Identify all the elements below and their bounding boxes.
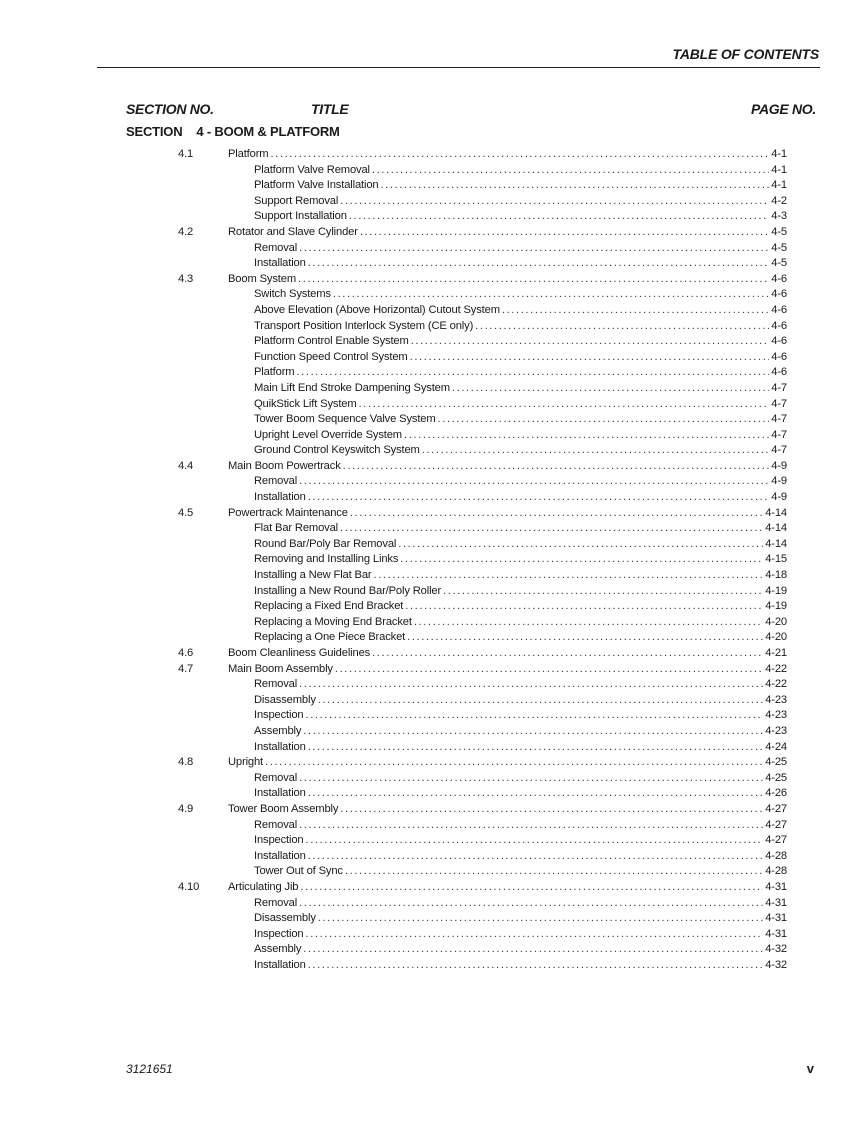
toc-subentry[interactable]	[0, 864, 866, 880]
toc-entry-title: Installation	[254, 257, 306, 270]
footer-doc-number: 3121651	[126, 1062, 173, 1076]
toc-entry-page: 4-7	[771, 444, 787, 457]
dot-leader	[349, 209, 769, 225]
header-rule	[97, 67, 820, 68]
toc-entry-line	[254, 334, 787, 350]
dot-leader	[299, 677, 763, 693]
toc-entry-line	[254, 443, 787, 459]
toc-entry-title: Flat Bar Removal	[254, 522, 339, 535]
toc-entry-line	[254, 896, 787, 912]
toc-entry-line	[254, 849, 787, 865]
toc-entry-page: 4-27	[765, 834, 787, 847]
toc-entry-page: 4-19	[765, 584, 787, 597]
dot-leader	[411, 334, 770, 350]
dot-leader	[350, 506, 763, 522]
toc-entry-title: Removal	[254, 475, 298, 488]
toc-entry[interactable]	[0, 272, 866, 288]
dot-leader	[299, 771, 763, 787]
toc-subentry[interactable]	[0, 896, 866, 912]
toc-subentry[interactable]	[0, 365, 866, 381]
toc-entry-page: 4-7	[771, 381, 787, 394]
toc-entry-line	[228, 880, 787, 896]
toc-entry-line	[228, 646, 787, 662]
toc-subentry[interactable]	[0, 334, 866, 350]
toc-entry-page: 4-6	[771, 366, 787, 379]
toc-entry-line	[254, 677, 787, 693]
toc-entry-page: 4-5	[771, 241, 787, 254]
toc-entry-title: Round Bar/Poly Bar Removal	[254, 537, 397, 550]
toc-entry-line	[254, 381, 787, 397]
toc-subentry[interactable]	[0, 163, 866, 179]
toc-entry-title: Boom Cleanliness Guidelines	[228, 647, 371, 659]
toc-entry-line	[254, 474, 787, 490]
toc-subentry[interactable]	[0, 911, 866, 927]
toc-subentry[interactable]	[0, 927, 866, 943]
dot-leader	[404, 428, 769, 444]
toc-subentry[interactable]	[0, 350, 866, 366]
toc-entry-title: Platform	[228, 148, 269, 160]
toc-subentry[interactable]	[0, 552, 866, 568]
toc-entry-number: 4.7	[178, 662, 194, 675]
dot-leader	[299, 818, 763, 834]
toc-entry-number: 4.3	[178, 272, 194, 285]
toc-entry-page: 4-2	[771, 194, 787, 207]
toc-subentry[interactable]	[0, 178, 866, 194]
toc-entry-title: Transport Position Interlock System (CE only)	[254, 319, 474, 332]
dot-leader	[452, 381, 769, 397]
toc-entry-title: Replacing a Moving End Bracket	[254, 615, 412, 628]
section-label: SECTION	[126, 124, 183, 139]
toc-entry-line	[228, 225, 787, 241]
section-heading	[126, 124, 340, 139]
toc-entry-page: 4-25	[765, 771, 787, 784]
dot-leader	[340, 521, 763, 537]
toc-entry-line	[254, 256, 787, 272]
toc-entry-number: 4.4	[178, 459, 194, 472]
toc-entry-line	[254, 490, 787, 506]
toc-entry-number: 4.6	[178, 647, 194, 659]
toc-entry-title: Installation	[254, 849, 306, 862]
toc-subentry[interactable]	[0, 740, 866, 756]
toc-subentry[interactable]	[0, 490, 866, 506]
toc-entry-page: 4-7	[771, 397, 787, 410]
dot-leader	[308, 740, 764, 756]
dot-leader	[306, 708, 764, 724]
toc-entry[interactable]	[0, 459, 866, 475]
toc-entry-title: Removal	[254, 818, 298, 831]
toc-entry-page: 4-14	[765, 522, 787, 535]
dot-leader	[422, 443, 770, 459]
toc-entry[interactable]	[0, 880, 866, 896]
toc-entry-page: 4-20	[765, 615, 787, 628]
toc-entry-line	[254, 178, 787, 194]
toc-entry-number: 4.1	[178, 148, 194, 160]
toc-subentry[interactable]	[0, 584, 866, 600]
toc-subentry[interactable]	[0, 724, 866, 740]
toc-entry-page: 4-24	[765, 740, 787, 753]
toc-entry-line	[254, 428, 787, 444]
toc-entry-line	[254, 942, 787, 958]
toc-entry-page: 4-7	[771, 413, 787, 426]
toc-entry-page: 4-7	[771, 428, 787, 441]
dot-leader	[335, 662, 763, 678]
toc-entry-title: Installation	[254, 958, 306, 971]
toc-entry-page: 4-23	[765, 724, 787, 737]
toc-entry-line	[254, 786, 787, 802]
toc-subentry[interactable]	[0, 319, 866, 335]
toc-entry-line	[228, 506, 787, 522]
toc-entry-title: Removal	[254, 241, 298, 254]
toc-entry-title: Tower Boom Assembly	[228, 802, 339, 815]
toc-entry-title: Main Lift End Stroke Dampening System	[254, 381, 450, 394]
toc-entry-page: 4-32	[765, 958, 787, 971]
dot-leader	[400, 552, 763, 568]
toc-subentry[interactable]	[0, 521, 866, 537]
toc-entry[interactable]	[0, 147, 866, 163]
toc-subentry[interactable]	[0, 630, 866, 646]
toc-entry-title: Platform	[254, 366, 295, 379]
dot-leader	[372, 646, 763, 662]
dot-leader	[407, 630, 763, 646]
toc-entry-page: 4-1	[771, 148, 787, 160]
toc-subentry[interactable]	[0, 599, 866, 615]
toc-entry-line	[254, 864, 787, 880]
toc-entry[interactable]	[0, 646, 866, 662]
toc-entry-page: 4-31	[765, 896, 787, 909]
dot-leader	[359, 397, 770, 413]
toc-entry-page: 4-19	[765, 600, 787, 613]
toc-entry-page: 4-6	[771, 272, 787, 285]
toc-entry-line	[254, 319, 787, 335]
dot-leader	[308, 958, 764, 974]
toc-entry-line	[254, 194, 787, 210]
dot-leader	[405, 599, 763, 615]
toc-entry-line	[254, 209, 787, 225]
toc-entry-line	[228, 459, 787, 475]
dot-leader	[360, 225, 769, 241]
toc-entry-title: Assembly	[254, 943, 302, 956]
toc-subentry[interactable]	[0, 443, 866, 459]
toc-entry-title: Disassembly	[254, 912, 316, 925]
toc-entry[interactable]	[0, 802, 866, 818]
toc-entry-title: Boom System	[228, 272, 296, 285]
toc-entry-title: Removal	[254, 896, 298, 909]
toc-entry-page: 4-9	[771, 475, 787, 488]
toc-subentry[interactable]	[0, 303, 866, 319]
toc-entry-title: Tower Boom Sequence Valve System	[254, 413, 436, 426]
toc-entry-line	[254, 958, 787, 974]
toc-list	[0, 147, 866, 973]
dot-leader	[308, 786, 764, 802]
toc-entry-page: 4-6	[771, 288, 787, 301]
toc-entry-title: Installation	[254, 740, 306, 753]
dot-leader	[343, 459, 770, 475]
toc-entry[interactable]	[0, 225, 866, 241]
toc-entry-title: Installation	[254, 787, 306, 800]
toc-entry-title: Removing and Installing Links	[254, 553, 399, 566]
toc-entry-title: Inspection	[254, 834, 304, 847]
toc-entry-page: 4-32	[765, 943, 787, 956]
toc-subentry[interactable]	[0, 397, 866, 413]
dot-leader	[414, 615, 763, 631]
toc-entry-page: 4-23	[765, 709, 787, 722]
dot-leader	[318, 693, 763, 709]
toc-entry-page: 4-6	[771, 335, 787, 348]
toc-entry-title: Powertrack Maintenance	[228, 506, 348, 519]
toc-entry-title: Tower Out of Sync	[254, 865, 343, 878]
toc-entry-line	[254, 833, 787, 849]
toc-entry-title: Ground Control Keyswitch System	[254, 444, 420, 457]
toc-entry-number: 4.2	[178, 225, 194, 238]
toc-entry-page: 4-31	[765, 880, 787, 893]
toc-entry-title: Support Installation	[254, 210, 347, 223]
toc-entry-page: 4-31	[765, 927, 787, 940]
toc-entry-page: 4-31	[765, 912, 787, 925]
toc-entry-line	[254, 911, 787, 927]
dot-leader	[308, 849, 764, 865]
toc-entry-title: Main Boom Powertrack	[228, 459, 341, 472]
toc-entry-page: 4-23	[765, 693, 787, 706]
toc-entry-line	[228, 662, 787, 678]
toc-entry-line	[254, 537, 787, 553]
toc-entry-number: 4.5	[178, 506, 194, 519]
toc-entry-line	[254, 599, 787, 615]
toc-subentry[interactable]	[0, 708, 866, 724]
dot-leader	[300, 880, 763, 896]
toc-subentry[interactable]	[0, 428, 866, 444]
toc-entry-title: Inspection	[254, 927, 304, 940]
toc-entry-line	[254, 818, 787, 834]
dot-leader	[299, 241, 769, 257]
toc-entry-title: Assembly	[254, 724, 302, 737]
toc-subentry[interactable]	[0, 412, 866, 428]
toc-entry-title: Disassembly	[254, 693, 316, 706]
toc-subentry[interactable]	[0, 256, 866, 272]
toc-subentry[interactable]	[0, 615, 866, 631]
toc-entry-title: Rotator and Slave Cylinder	[228, 225, 358, 238]
dot-leader	[502, 303, 769, 319]
toc-entry-line	[254, 693, 787, 709]
dot-leader	[308, 256, 770, 272]
toc-entry-page: 4-27	[765, 802, 787, 815]
toc-entry-line	[228, 755, 787, 771]
dot-leader	[374, 568, 764, 584]
toc-entry-title: Support Removal	[254, 194, 339, 207]
toc-entry-line	[254, 350, 787, 366]
dot-leader	[270, 147, 769, 163]
toc-entry-line	[254, 303, 787, 319]
toc-subentry[interactable]	[0, 833, 866, 849]
toc-entry-line	[254, 584, 787, 600]
dot-leader	[333, 287, 769, 303]
toc-entry-page: 4-21	[765, 647, 787, 659]
toc-entry-line	[254, 521, 787, 537]
toc-entry-title: Installing a New Flat Bar	[254, 569, 372, 582]
toc-entry-title: Installing a New Round Bar/Poly Roller	[254, 584, 442, 597]
toc-entry[interactable]	[0, 506, 866, 522]
toc-entry-line	[254, 397, 787, 413]
toc-entry-title: Function Speed Control System	[254, 350, 408, 363]
toc-entry-number: 4.8	[178, 756, 194, 769]
toc-entry-line	[254, 740, 787, 756]
toc-subentry[interactable]	[0, 693, 866, 709]
column-heading-section: SECTION NO.	[126, 101, 214, 117]
toc-subentry[interactable]	[0, 786, 866, 802]
toc-entry-title: Switch Systems	[254, 288, 331, 301]
toc-subentry[interactable]	[0, 958, 866, 974]
dot-leader	[306, 833, 764, 849]
toc-entry-title: Installation	[254, 491, 306, 504]
toc-subentry[interactable]	[0, 537, 866, 553]
toc-entry-page: 4-14	[765, 506, 787, 519]
dot-leader	[299, 896, 763, 912]
toc-entry-page: 4-28	[765, 849, 787, 862]
toc-subentry[interactable]	[0, 849, 866, 865]
column-headings	[0, 101, 866, 119]
toc-subentry[interactable]	[0, 381, 866, 397]
toc-entry-title: Platform Valve Removal	[254, 163, 370, 176]
toc-entry-title: Inspection	[254, 709, 304, 722]
toc-entry-line	[254, 412, 787, 428]
toc-entry-title: Removal	[254, 771, 298, 784]
dot-leader	[308, 490, 770, 506]
toc-entry-page: 4-5	[771, 225, 787, 238]
toc-entry-line	[254, 163, 787, 179]
toc-entry-page: 4-6	[771, 350, 787, 363]
toc-entry[interactable]	[0, 662, 866, 678]
toc-entry-title: Platform Control Enable System	[254, 335, 409, 348]
toc-entry-line	[254, 568, 787, 584]
toc-subentry[interactable]	[0, 677, 866, 693]
dot-leader	[306, 927, 764, 943]
toc-entry-line	[254, 287, 787, 303]
toc-entry-line	[228, 802, 787, 818]
dot-leader	[318, 911, 763, 927]
toc-entry-line	[254, 927, 787, 943]
toc-entry-page: 4-6	[771, 303, 787, 316]
toc-subentry[interactable]	[0, 209, 866, 225]
toc-entry-page: 4-25	[765, 756, 787, 769]
footer-page-number: v	[806, 1061, 814, 1076]
toc-entry-title: Replacing a Fixed End Bracket	[254, 600, 404, 613]
dot-leader	[303, 724, 763, 740]
toc-entry-title: Upright Level Override System	[254, 428, 402, 441]
dot-leader	[345, 864, 763, 880]
toc-entry[interactable]	[0, 755, 866, 771]
toc-entry-line	[254, 708, 787, 724]
toc-entry-page: 4-9	[771, 491, 787, 504]
dot-leader	[410, 350, 770, 366]
dot-leader	[299, 474, 769, 490]
dot-leader	[372, 163, 769, 179]
toc-entry-line	[228, 147, 787, 163]
toc-entry-page: 4-26	[765, 787, 787, 800]
toc-entry-line	[254, 630, 787, 646]
dot-leader	[298, 272, 769, 288]
toc-entry-page: 4-22	[765, 678, 787, 691]
toc-entry-title: Platform Valve Installation	[254, 179, 379, 192]
toc-entry-title: Articulating Jib	[228, 880, 299, 893]
toc-entry-number: 4.10	[178, 880, 200, 893]
toc-subentry[interactable]	[0, 568, 866, 584]
toc-entry-line	[254, 241, 787, 257]
toc-entry-page: 4-5	[771, 257, 787, 270]
toc-subentry[interactable]	[0, 287, 866, 303]
toc-entry-line	[254, 365, 787, 381]
column-heading-title: TITLE	[311, 101, 349, 117]
column-heading-page: PAGE NO.	[750, 101, 816, 117]
toc-entry-title: Upright	[228, 756, 264, 769]
dot-leader	[475, 319, 769, 335]
toc-entry-number: 4.9	[178, 802, 194, 815]
toc-entry-line	[254, 615, 787, 631]
dot-leader	[340, 194, 769, 210]
toc-entry-page: 4-6	[771, 319, 787, 332]
dot-leader	[265, 755, 763, 771]
toc-entry-line	[228, 272, 787, 288]
toc-subentry[interactable]	[0, 474, 866, 490]
toc-subentry[interactable]	[0, 771, 866, 787]
toc-entry-line	[254, 552, 787, 568]
toc-entry-page: 4-28	[765, 865, 787, 878]
toc-entry-title: Removal	[254, 678, 298, 691]
toc-entry-page: 4-3	[771, 210, 787, 223]
dot-leader	[438, 412, 770, 428]
dot-leader	[303, 942, 763, 958]
toc-entry-page: 4-22	[765, 662, 787, 675]
header-title: TABLE OF CONTENTS	[672, 46, 819, 62]
toc-subentry[interactable]	[0, 942, 866, 958]
toc-entry-line	[254, 771, 787, 787]
dot-leader	[296, 365, 769, 381]
section-number: 4	[196, 124, 204, 139]
toc-entry-page: 4-1	[771, 163, 787, 176]
toc-entry-title: Above Elevation (Above Horizontal) Cutout System	[254, 303, 500, 316]
toc-entry-page: 4-18	[765, 569, 787, 582]
toc-entry-title: Main Boom Assembly	[228, 662, 333, 675]
toc-subentry[interactable]	[0, 818, 866, 834]
dot-leader	[340, 802, 763, 818]
section-title: - BOOM & PLATFORM	[206, 124, 340, 139]
toc-entry-page: 4-15	[765, 553, 787, 566]
dot-leader	[443, 584, 763, 600]
toc-entry-page: 4-1	[771, 179, 787, 192]
toc-entry-title: QuikStick Lift System	[254, 397, 357, 410]
toc-entry-page: 4-14	[765, 537, 787, 550]
dot-leader	[398, 537, 763, 553]
dot-leader	[380, 178, 769, 194]
toc-entry-line	[254, 724, 787, 740]
toc-entry-title: Replacing a One Piece Bracket	[254, 631, 406, 644]
toc-entry-page: 4-9	[771, 459, 787, 472]
toc-entry-page: 4-27	[765, 818, 787, 831]
toc-subentry[interactable]	[0, 194, 866, 210]
toc-entry-page: 4-20	[765, 631, 787, 644]
toc-subentry[interactable]	[0, 241, 866, 257]
